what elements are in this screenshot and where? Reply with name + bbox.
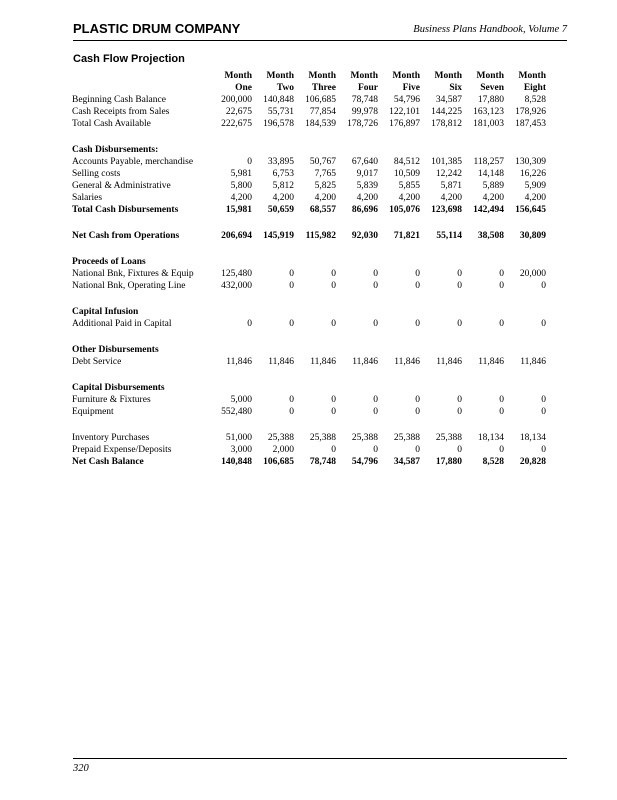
column-header: Month — [350, 71, 378, 81]
table-cell: 156,645 — [515, 205, 546, 215]
row-label: Selling costs — [72, 169, 121, 179]
table-cell: 5,825 — [314, 181, 336, 191]
column-header: Month — [224, 71, 252, 81]
table-cell: 5,812 — [272, 181, 294, 191]
table-cell: 11,846 — [394, 357, 420, 367]
spacer-row — [72, 242, 546, 256]
column-header: Eight — [523, 83, 546, 93]
table-cell: 0 — [331, 395, 336, 405]
table-cell: 25,388 — [267, 433, 294, 443]
section-heading: Other Disbursements — [72, 345, 159, 355]
column-header: Four — [357, 83, 378, 93]
table-cell: 3,000 — [230, 445, 252, 455]
table-cell: 200,000 — [221, 95, 252, 105]
table-cell: 0 — [415, 319, 420, 329]
table-cell: 0 — [457, 281, 462, 291]
section-heading: Capital Disbursements — [72, 383, 165, 393]
table-cell: 67,640 — [351, 157, 378, 167]
table-row — [72, 94, 546, 106]
table-cell: 184,539 — [305, 119, 336, 129]
table-cell: 5,871 — [440, 181, 462, 191]
table-cell: 0 — [373, 395, 378, 405]
table-cell: 0 — [499, 407, 504, 417]
table-cell: 77,854 — [309, 107, 336, 117]
row-label: Net Cash Balance — [72, 457, 144, 467]
table-row — [72, 406, 546, 418]
table-cell: 54,796 — [393, 95, 420, 105]
table-cell: 4,200 — [524, 193, 546, 203]
table-cell: 18,134 — [477, 433, 504, 443]
table-cell: 15,981 — [225, 205, 252, 215]
table-cell: 106,685 — [263, 457, 294, 467]
table-cell: 187,453 — [515, 119, 546, 129]
row-label: Beginning Cash Balance — [72, 95, 166, 105]
header-spacer — [72, 70, 210, 82]
spacer-cell — [72, 330, 546, 344]
table-row — [72, 432, 546, 444]
column-header: Five — [402, 83, 420, 93]
table-row — [72, 180, 546, 192]
section-heading-row — [72, 344, 546, 356]
table-cell: 78,748 — [309, 457, 336, 467]
table-cell: 0 — [289, 281, 294, 291]
table-cell: 54,796 — [351, 457, 378, 467]
table-cell: 130,309 — [515, 157, 546, 167]
column-header: Month — [518, 71, 546, 81]
total-row — [72, 456, 546, 468]
spacer-row — [72, 216, 546, 230]
spacer-cell — [72, 368, 546, 382]
table-cell: 0 — [289, 395, 294, 405]
table-cell: 206,694 — [221, 231, 252, 241]
table-cell: 0 — [457, 407, 462, 417]
table-row — [72, 192, 546, 204]
table-cell: 30,809 — [519, 231, 546, 241]
table-cell: 101,385 — [431, 157, 462, 167]
table-cell: 5,000 — [230, 395, 252, 405]
table-cell: 0 — [289, 319, 294, 329]
table-cell: 5,981 — [230, 169, 252, 179]
table-cell: 86,696 — [351, 205, 378, 215]
spacer-cell — [72, 130, 546, 144]
table-cell: 125,480 — [221, 269, 252, 279]
table-cell: 0 — [541, 445, 546, 455]
table-cell: 25,388 — [309, 433, 336, 443]
company-name: PLASTIC DRUM COMPANY — [73, 21, 241, 36]
header-rule — [73, 40, 567, 41]
table-cell: 0 — [415, 407, 420, 417]
table-cell: 78,748 — [351, 95, 378, 105]
table-cell: 0 — [415, 269, 420, 279]
table-row — [72, 318, 546, 330]
table-cell: 10,509 — [393, 169, 420, 179]
table-cell: 11,846 — [436, 357, 462, 367]
page-number: 320 — [73, 763, 89, 774]
table-cell: 71,821 — [393, 231, 420, 241]
table-cell: 0 — [247, 319, 252, 329]
column-header: Month — [392, 71, 420, 81]
table-cell: 92,030 — [351, 231, 378, 241]
row-label: General & Administrative — [72, 181, 171, 191]
column-header: Month — [434, 71, 462, 81]
table-cell: 0 — [457, 319, 462, 329]
table-cell: 0 — [499, 395, 504, 405]
column-header: Three — [311, 83, 336, 93]
spacer-cell — [72, 418, 546, 432]
table-cell: 122,101 — [389, 107, 420, 117]
column-header: Six — [449, 83, 462, 93]
row-label: Additional Paid in Capital — [72, 319, 172, 329]
table-cell: 0 — [373, 319, 378, 329]
table-cell: 552,480 — [221, 407, 252, 417]
column-header-row — [72, 70, 546, 82]
table-cell: 8,528 — [524, 95, 546, 105]
table-cell: 17,880 — [435, 457, 462, 467]
table-cell: 144,225 — [431, 107, 462, 117]
table-cell: 106,685 — [305, 95, 336, 105]
table-cell: 4,200 — [272, 193, 294, 203]
table-cell: 11,846 — [226, 357, 252, 367]
row-label: Prepaid Expense/Deposits — [72, 445, 172, 455]
total-row — [72, 204, 546, 216]
table-cell: 196,578 — [263, 119, 294, 129]
table-cell: 34,587 — [393, 457, 420, 467]
section-heading-row — [72, 306, 546, 318]
table-cell: 140,848 — [263, 95, 294, 105]
row-label: Furniture & Fixtures — [72, 395, 151, 405]
table-cell: 8,528 — [482, 457, 504, 467]
table-cell: 4,200 — [440, 193, 462, 203]
spacer-cell — [72, 216, 546, 230]
table-cell: 25,388 — [393, 433, 420, 443]
table-cell: 5,839 — [356, 181, 378, 191]
table-cell: 0 — [331, 445, 336, 455]
table-row — [72, 106, 546, 118]
spacer-row — [72, 418, 546, 432]
table-cell: 11,846 — [268, 357, 294, 367]
table-cell: 0 — [457, 269, 462, 279]
table-cell: 99,978 — [351, 107, 378, 117]
table-cell: 0 — [499, 269, 504, 279]
table-cell: 9,017 — [356, 169, 378, 179]
table-cell: 0 — [541, 319, 546, 329]
header-spacer — [72, 82, 210, 94]
table-cell: 11,846 — [352, 357, 378, 367]
table-cell: 118,257 — [473, 157, 504, 167]
section-heading: Capital Infusion — [72, 307, 139, 317]
table-cell: 0 — [373, 445, 378, 455]
table-cell: 34,587 — [435, 95, 462, 105]
table-cell: 18,134 — [519, 433, 546, 443]
column-header: Two — [276, 83, 294, 93]
section-heading: Cash Disbursements: — [72, 145, 159, 155]
table-cell: 0 — [541, 281, 546, 291]
table-cell: 123,698 — [431, 205, 462, 215]
table-cell: 0 — [499, 281, 504, 291]
table-cell: 11,846 — [520, 357, 546, 367]
table-cell: 115,982 — [305, 231, 336, 241]
row-label: Total Cash Disbursements — [72, 205, 179, 215]
table-cell: 142,494 — [473, 205, 504, 215]
row-label: Salaries — [72, 193, 103, 203]
column-header: Month — [308, 71, 336, 81]
row-label: Accounts Payable, merchandise — [72, 157, 194, 167]
table-cell: 20,828 — [519, 457, 546, 467]
table-cell: 0 — [499, 445, 504, 455]
table-cell: 4,200 — [398, 193, 420, 203]
section-heading: Proceeds of Loans — [72, 257, 146, 267]
table-cell: 5,855 — [398, 181, 420, 191]
table-row — [72, 118, 546, 130]
book-title: Business Plans Handbook, Volume 7 — [413, 24, 567, 35]
table-cell: 0 — [247, 157, 252, 167]
table-row — [72, 356, 546, 368]
table-cell: 33,895 — [267, 157, 294, 167]
table-cell: 140,848 — [221, 457, 252, 467]
column-header: Month — [266, 71, 294, 81]
table-cell: 176,897 — [389, 119, 420, 129]
table-cell: 0 — [415, 395, 420, 405]
table-cell: 51,000 — [225, 433, 252, 443]
table-cell: 50,659 — [267, 205, 294, 215]
table-cell: 5,889 — [482, 181, 504, 191]
table-row — [72, 444, 546, 456]
table-cell: 178,926 — [515, 107, 546, 117]
table-cell: 0 — [541, 395, 546, 405]
table-cell: 0 — [331, 281, 336, 291]
table-cell: 5,800 — [230, 181, 252, 191]
table-cell: 25,388 — [435, 433, 462, 443]
table-cell: 0 — [331, 407, 336, 417]
section-heading-row — [72, 256, 546, 268]
cash-flow-table — [72, 70, 546, 468]
table-cell: 2,000 — [272, 445, 294, 455]
table-cell: 0 — [331, 319, 336, 329]
table-cell: 55,731 — [267, 107, 294, 117]
table-cell: 38,508 — [477, 231, 504, 241]
table-cell: 68,557 — [309, 205, 336, 215]
table-row — [72, 268, 546, 280]
table-cell: 0 — [499, 319, 504, 329]
row-label: Debt Service — [72, 357, 122, 367]
section-heading-row — [72, 144, 546, 156]
table-cell: 7,765 — [314, 169, 336, 179]
row-label: National Bnk, Fixtures & Equip — [72, 269, 194, 279]
table-cell: 4,200 — [314, 193, 336, 203]
table-cell: 105,076 — [389, 205, 420, 215]
spacer-row — [72, 368, 546, 382]
table-row — [72, 168, 546, 180]
spacer-row — [72, 130, 546, 144]
table-cell: 5,909 — [524, 181, 546, 191]
table-cell: 6,753 — [272, 169, 294, 179]
table-cell: 0 — [457, 395, 462, 405]
section-title: Cash Flow Projection — [73, 53, 185, 65]
row-label: Net Cash from Operations — [72, 231, 180, 241]
table-cell: 0 — [373, 407, 378, 417]
table-cell: 0 — [331, 269, 336, 279]
table-cell: 20,000 — [519, 269, 546, 279]
table-cell: 0 — [289, 269, 294, 279]
section-heading-row — [72, 382, 546, 394]
table-cell: 0 — [415, 281, 420, 291]
table-cell: 14,148 — [477, 169, 504, 179]
table-cell: 0 — [415, 445, 420, 455]
table-cell: 55,114 — [436, 231, 462, 241]
table-cell: 84,512 — [393, 157, 420, 167]
table-cell: 50,767 — [309, 157, 336, 167]
column-header: One — [235, 83, 252, 93]
table-cell: 0 — [457, 445, 462, 455]
table-cell: 178,812 — [431, 119, 462, 129]
table-row — [72, 280, 546, 292]
row-label: Total Cash Available — [72, 119, 151, 129]
row-label: Inventory Purchases — [72, 433, 150, 443]
table-cell: 22,675 — [225, 107, 252, 117]
table-cell: 432,000 — [221, 281, 252, 291]
table-cell: 145,919 — [263, 231, 294, 241]
total-row — [72, 230, 546, 242]
table-cell: 181,003 — [473, 119, 504, 129]
spacer-row — [72, 292, 546, 306]
spacer-cell — [72, 242, 546, 256]
spacer-row — [72, 330, 546, 344]
table-cell: 4,200 — [482, 193, 504, 203]
table-cell: 25,388 — [351, 433, 378, 443]
table-cell: 178,726 — [347, 119, 378, 129]
table-cell: 12,242 — [435, 169, 462, 179]
column-header: Seven — [480, 83, 504, 93]
table-row — [72, 156, 546, 168]
table-cell: 11,846 — [310, 357, 336, 367]
table-cell: 4,200 — [356, 193, 378, 203]
table-cell: 222,675 — [221, 119, 252, 129]
footer-rule — [73, 758, 567, 759]
table-cell: 0 — [373, 269, 378, 279]
row-label: Equipment — [72, 407, 114, 417]
row-label: Cash Receipts from Sales — [72, 107, 170, 117]
table-cell: 11,846 — [478, 357, 504, 367]
row-label: National Bnk, Operating Line — [72, 281, 186, 291]
column-header-row — [72, 82, 546, 94]
table-row — [72, 394, 546, 406]
table-cell: 0 — [541, 407, 546, 417]
spacer-cell — [72, 292, 546, 306]
table-cell: 0 — [373, 281, 378, 291]
table-cell: 17,880 — [477, 95, 504, 105]
table-cell: 4,200 — [230, 193, 252, 203]
table-cell: 16,226 — [519, 169, 546, 179]
table-cell: 163,123 — [473, 107, 504, 117]
column-header: Month — [476, 71, 504, 81]
table-cell: 0 — [289, 407, 294, 417]
